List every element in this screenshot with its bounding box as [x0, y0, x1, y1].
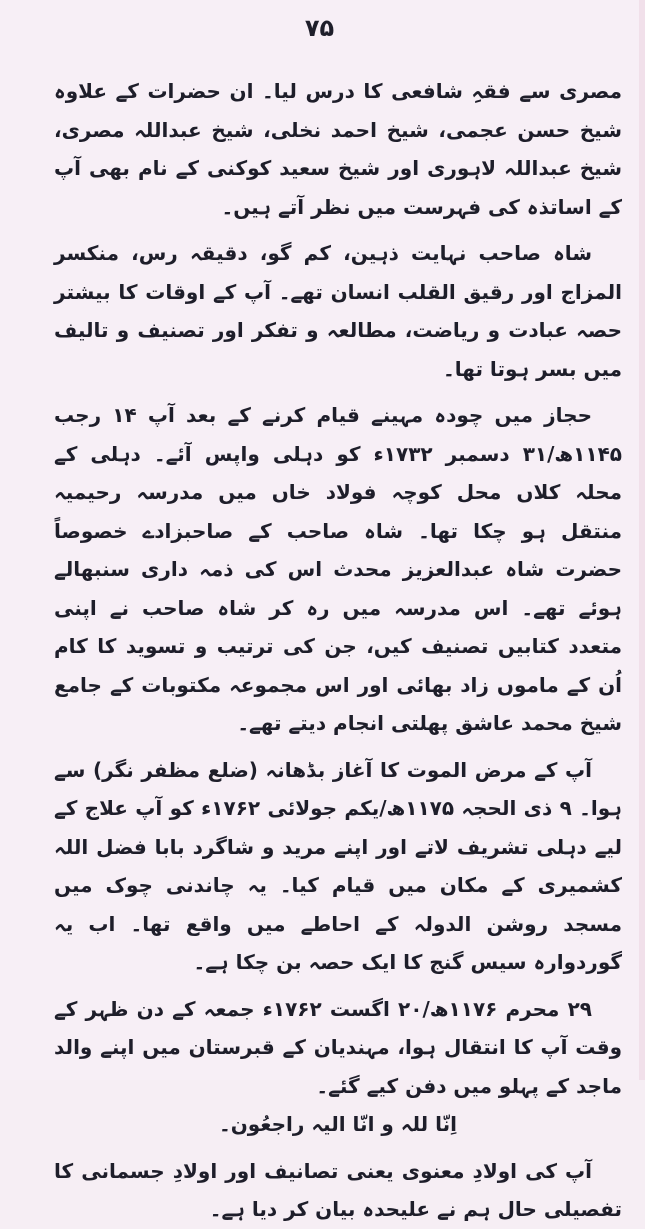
paragraph-teachers: مصری سے فقہِ شافعی کا درس لیا۔ ان حضرات کے علاوہ شیخ حسن عجمی، شیخ احمد نخلی، شیخ عبداللہ مصری، شیخ عبداللہ لاہوری اور شیخ سعید کوکنی کے نام بھی آپ کے اساتذہ کی فہرست میں نظر آتے ہیں۔	[54, 79, 622, 219]
paragraph-final-illness: آپ کے مرض الموت کا آغاز بڈھانہ (ضلع مظفر نگر) سے ہوا۔ ۹ ذی الحجہ ۱۱۷۵ھ/یکم جولائی ۱۷۶۲ء کو آپ علاج کے لیے دہلی تشریف لاتے اور اپنے مرید و شاگرد بابا فضل اللہ کشمیری کے مکان میں قیام کیا۔ یہ چاندنی چوک میں مسجد روشن الدولہ کے احاطے میں واقع تھا۔ اب یہ گوردوارہ سیس گنج کا ایک حصہ بن چکا ہے۔	[54, 757, 622, 974]
paragraph-return-delhi: حجاز میں چودہ مہینے قیام کرنے کے بعد آپ ۱۴ رجب ۱۱۴۵ھ/۳۱ دسمبر ۱۷۳۲ء کو دہلی واپس آئے۔ دہلی کے محلہ کلاں محل کوچہ فولاد خاں میں مدرسہ رحیمیہ منتقل ہو چکا تھا۔ شاہ صاحب کے صاحبزادے خصوصاً حضرت شاہ عبدالعزیز محدث اس کی ذمہ داری سنبھالے ہوئے تھے۔ اس مدرسہ میں رہ کر شاہ صاحب نے اپنی متعدد کتابیں تصنیف کیں، جن کی ترتیب و تسوید کا کام اُن کے ماموں زاد بھائی اور اس مجموعہ مکتوبات کے جامع شیخ محمد عاشق پھلتی انجام دیتے تھے۔	[54, 403, 622, 735]
paragraph-inna-lillah: اِنّا للہ و انّا الیہ راجعُون۔	[218, 1112, 458, 1136]
paragraph-character: شاہ صاحب نہایت ذہین، کم گو، دقیقہ رس، منکسر المزاج اور رقیق القلب انسان تھے۔ آپ کے اوقات کا بیشتر حصہ عبادت و ریاضت، مطالعہ و تفکر اور تصنیف و تالیف میں بسر ہوتا تھا۔	[54, 241, 622, 381]
paragraph-death: ۲۹ محرم ۱۱۷۶ھ/۲۰ اگست ۱۷۶۲ء جمعہ کے دن ظہر کے وقت آپ کا انتقال ہوا، مہندیان کے قبرستان میں اپنے والد ماجد کے پہلو میں دفن کیے گئے۔	[54, 996, 622, 1098]
page-number: ۷۵	[304, 14, 335, 42]
page-body	[54, 72, 622, 1229]
paragraph-progeny: آپ کی اولادِ معنوی یعنی تصانیف اور اولادِ جسمانی کا تفصیلی حال ہم نے علیحدہ بیان کر دیا ہے۔	[54, 1158, 622, 1221]
